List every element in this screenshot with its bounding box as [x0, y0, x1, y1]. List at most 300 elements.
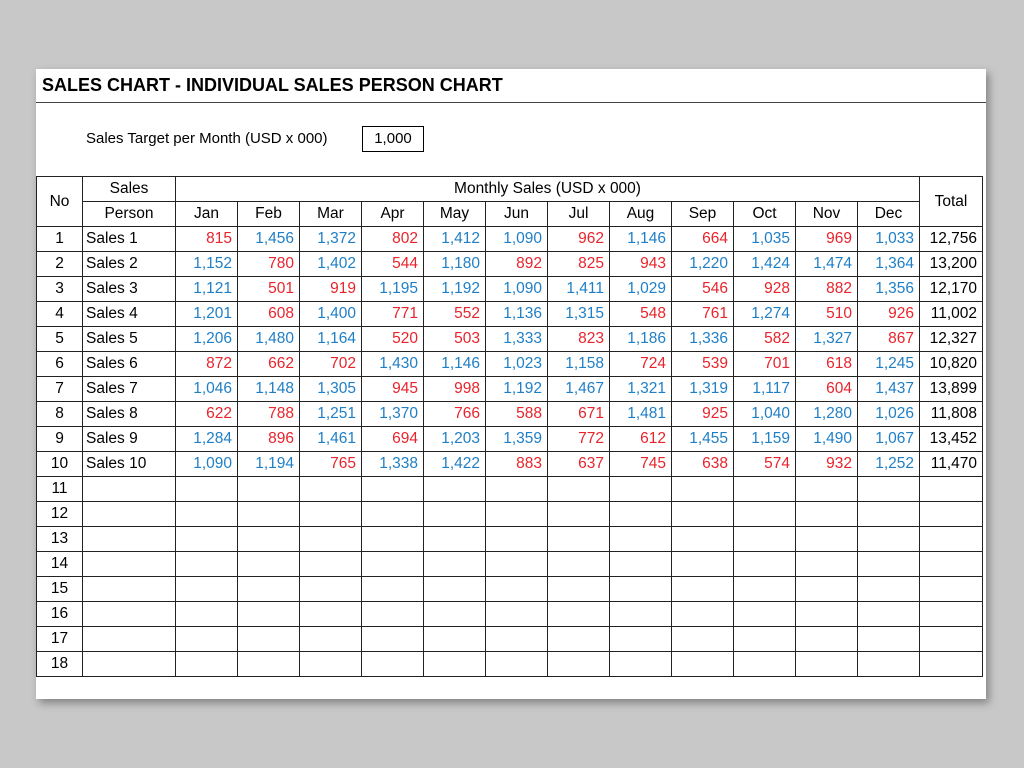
monthly-sales-cell[interactable]: 612: [610, 427, 672, 452]
monthly-sales-cell[interactable]: [176, 652, 238, 677]
header-no[interactable]: No: [37, 177, 83, 227]
header-month-aug[interactable]: Aug: [610, 202, 672, 227]
monthly-sales-cell[interactable]: 761: [672, 302, 734, 327]
monthly-sales-cell[interactable]: [486, 477, 548, 502]
monthly-sales-cell[interactable]: 1,336: [672, 327, 734, 352]
monthly-sales-cell[interactable]: 969: [796, 227, 858, 252]
monthly-sales-cell[interactable]: 1,090: [486, 227, 548, 252]
monthly-sales-cell[interactable]: 1,206: [176, 327, 238, 352]
header-month-dec[interactable]: Dec: [858, 202, 920, 227]
monthly-sales-cell[interactable]: [858, 527, 920, 552]
row-number-cell[interactable]: 1: [37, 227, 83, 252]
monthly-sales-cell[interactable]: [238, 602, 300, 627]
monthly-sales-cell[interactable]: 1,067: [858, 427, 920, 452]
monthly-sales-cell[interactable]: [796, 527, 858, 552]
monthly-sales-cell[interactable]: [610, 552, 672, 577]
total-cell[interactable]: 12,756: [920, 227, 983, 252]
monthly-sales-cell[interactable]: [610, 627, 672, 652]
monthly-sales-cell[interactable]: 1,338: [362, 452, 424, 477]
monthly-sales-cell[interactable]: 815: [176, 227, 238, 252]
monthly-sales-cell[interactable]: 1,430: [362, 352, 424, 377]
monthly-sales-cell[interactable]: 1,364: [858, 252, 920, 277]
monthly-sales-cell[interactable]: [176, 552, 238, 577]
monthly-sales-cell[interactable]: 1,305: [300, 377, 362, 402]
monthly-sales-cell[interactable]: [672, 477, 734, 502]
total-cell[interactable]: [920, 602, 983, 627]
monthly-sales-cell[interactable]: 788: [238, 402, 300, 427]
monthly-sales-cell[interactable]: [424, 602, 486, 627]
header-total[interactable]: Total: [920, 177, 983, 227]
monthly-sales-cell[interactable]: 1,192: [486, 377, 548, 402]
monthly-sales-cell[interactable]: 772: [548, 427, 610, 452]
monthly-sales-cell[interactable]: [424, 552, 486, 577]
monthly-sales-cell[interactable]: 539: [672, 352, 734, 377]
monthly-sales-cell[interactable]: 1,411: [548, 277, 610, 302]
monthly-sales-cell[interactable]: 1,192: [424, 277, 486, 302]
header-month-jan[interactable]: Jan: [176, 202, 238, 227]
total-cell[interactable]: 11,808: [920, 402, 983, 427]
monthly-sales-cell[interactable]: 1,400: [300, 302, 362, 327]
monthly-sales-cell[interactable]: 1,372: [300, 227, 362, 252]
sales-person-cell[interactable]: [83, 627, 176, 652]
header-month-may[interactable]: May: [424, 202, 486, 227]
monthly-sales-cell[interactable]: [548, 502, 610, 527]
monthly-sales-cell[interactable]: [858, 652, 920, 677]
sales-person-cell[interactable]: [83, 502, 176, 527]
monthly-sales-cell[interactable]: 1,356: [858, 277, 920, 302]
monthly-sales-cell[interactable]: 1,422: [424, 452, 486, 477]
monthly-sales-cell[interactable]: 1,159: [734, 427, 796, 452]
table-row: [37, 527, 983, 552]
monthly-sales-cell[interactable]: [486, 552, 548, 577]
monthly-sales-cell[interactable]: 896: [238, 427, 300, 452]
monthly-sales-cell[interactable]: [548, 652, 610, 677]
monthly-sales-cell[interactable]: 1,319: [672, 377, 734, 402]
monthly-sales-cell[interactable]: 1,033: [858, 227, 920, 252]
monthly-sales-cell[interactable]: [486, 502, 548, 527]
monthly-sales-cell[interactable]: 1,158: [548, 352, 610, 377]
sales-person-cell[interactable]: Sales 6: [83, 352, 176, 377]
monthly-sales-cell[interactable]: [238, 502, 300, 527]
monthly-sales-cell[interactable]: 825: [548, 252, 610, 277]
sales-person-cell[interactable]: [83, 577, 176, 602]
monthly-sales-cell[interactable]: 1,461: [300, 427, 362, 452]
row-number-cell[interactable]: 5: [37, 327, 83, 352]
monthly-sales-cell[interactable]: 745: [610, 452, 672, 477]
table-row: [37, 577, 983, 602]
monthly-sales-cell[interactable]: 1,481: [610, 402, 672, 427]
monthly-sales-cell[interactable]: 664: [672, 227, 734, 252]
monthly-sales-cell[interactable]: [734, 652, 796, 677]
monthly-sales-cell[interactable]: [238, 652, 300, 677]
monthly-sales-cell[interactable]: 552: [424, 302, 486, 327]
monthly-sales-cell[interactable]: 548: [610, 302, 672, 327]
total-cell[interactable]: [920, 502, 983, 527]
monthly-sales-cell[interactable]: 1,220: [672, 252, 734, 277]
monthly-sales-cell[interactable]: [176, 577, 238, 602]
total-cell[interactable]: [920, 577, 983, 602]
row-number-cell[interactable]: 11: [37, 477, 83, 502]
monthly-sales-cell[interactable]: 928: [734, 277, 796, 302]
monthly-sales-cell[interactable]: [300, 627, 362, 652]
sales-person-cell[interactable]: [83, 477, 176, 502]
table-row: [37, 277, 983, 302]
monthly-sales-cell[interactable]: [176, 627, 238, 652]
monthly-sales-cell[interactable]: 1,437: [858, 377, 920, 402]
total-cell[interactable]: 11,470: [920, 452, 983, 477]
total-cell[interactable]: 13,452: [920, 427, 983, 452]
monthly-sales-cell[interactable]: 1,121: [176, 277, 238, 302]
monthly-sales-cell[interactable]: [858, 552, 920, 577]
monthly-sales-cell[interactable]: 1,327: [796, 327, 858, 352]
monthly-sales-cell[interactable]: [486, 652, 548, 677]
row-number-cell[interactable]: 8: [37, 402, 83, 427]
monthly-sales-cell[interactable]: [672, 602, 734, 627]
monthly-sales-cell[interactable]: 618: [796, 352, 858, 377]
monthly-sales-cell[interactable]: 604: [796, 377, 858, 402]
monthly-sales-cell[interactable]: 724: [610, 352, 672, 377]
monthly-sales-cell[interactable]: [238, 577, 300, 602]
monthly-sales-cell[interactable]: 1,040: [734, 402, 796, 427]
monthly-sales-cell[interactable]: [362, 552, 424, 577]
monthly-sales-cell[interactable]: [176, 602, 238, 627]
monthly-sales-cell[interactable]: 1,146: [610, 227, 672, 252]
monthly-sales-cell[interactable]: 637: [548, 452, 610, 477]
monthly-sales-cell[interactable]: 780: [238, 252, 300, 277]
monthly-sales-cell[interactable]: [610, 577, 672, 602]
total-cell[interactable]: [920, 477, 983, 502]
monthly-sales-cell[interactable]: [424, 627, 486, 652]
row-number-cell[interactable]: 4: [37, 302, 83, 327]
monthly-sales-cell[interactable]: 701: [734, 352, 796, 377]
header-month-feb[interactable]: Feb: [238, 202, 300, 227]
monthly-sales-cell[interactable]: 1,152: [176, 252, 238, 277]
total-cell[interactable]: 13,899: [920, 377, 983, 402]
sales-person-cell[interactable]: Sales 10: [83, 452, 176, 477]
monthly-sales-cell[interactable]: 1,136: [486, 302, 548, 327]
monthly-sales-cell[interactable]: [858, 577, 920, 602]
monthly-sales-cell[interactable]: [796, 602, 858, 627]
monthly-sales-cell[interactable]: [796, 477, 858, 502]
monthly-sales-cell[interactable]: 1,029: [610, 277, 672, 302]
monthly-sales-cell[interactable]: 1,280: [796, 402, 858, 427]
monthly-sales-cell[interactable]: 702: [300, 352, 362, 377]
row-number-cell[interactable]: 3: [37, 277, 83, 302]
monthly-sales-cell[interactable]: [238, 527, 300, 552]
monthly-sales-cell[interactable]: [734, 502, 796, 527]
monthly-sales-cell[interactable]: 892: [486, 252, 548, 277]
monthly-sales-cell[interactable]: [486, 527, 548, 552]
monthly-sales-cell[interactable]: 582: [734, 327, 796, 352]
monthly-sales-cell[interactable]: 1,090: [176, 452, 238, 477]
row-number-cell[interactable]: 13: [37, 527, 83, 552]
monthly-sales-cell[interactable]: [858, 477, 920, 502]
sales-table: [36, 176, 983, 677]
header-month-apr[interactable]: Apr: [362, 202, 424, 227]
total-cell[interactable]: [920, 627, 983, 652]
monthly-sales-cell[interactable]: 1,424: [734, 252, 796, 277]
monthly-sales-cell[interactable]: 546: [672, 277, 734, 302]
sales-person-cell[interactable]: Sales 4: [83, 302, 176, 327]
monthly-sales-cell[interactable]: 823: [548, 327, 610, 352]
monthly-sales-cell[interactable]: [610, 602, 672, 627]
monthly-sales-cell[interactable]: [362, 627, 424, 652]
monthly-sales-cell[interactable]: [300, 502, 362, 527]
monthly-sales-cell[interactable]: 1,321: [610, 377, 672, 402]
monthly-sales-cell[interactable]: 608: [238, 302, 300, 327]
monthly-sales-cell[interactable]: 544: [362, 252, 424, 277]
monthly-sales-cell[interactable]: 998: [424, 377, 486, 402]
header-month-sep[interactable]: Sep: [672, 202, 734, 227]
monthly-sales-cell[interactable]: [548, 527, 610, 552]
monthly-sales-cell[interactable]: [610, 477, 672, 502]
sales-person-cell[interactable]: [83, 652, 176, 677]
monthly-sales-cell[interactable]: [486, 602, 548, 627]
row-number-cell[interactable]: 7: [37, 377, 83, 402]
monthly-sales-cell[interactable]: 510: [796, 302, 858, 327]
sheet-title: SALES CHART - INDIVIDUAL SALES PERSON CHART: [42, 75, 503, 95]
row-number-cell[interactable]: 18: [37, 652, 83, 677]
monthly-sales-cell[interactable]: [300, 552, 362, 577]
monthly-sales-cell[interactable]: [176, 477, 238, 502]
monthly-sales-cell[interactable]: 1,402: [300, 252, 362, 277]
monthly-sales-cell[interactable]: [610, 652, 672, 677]
row-number-cell[interactable]: 15: [37, 577, 83, 602]
monthly-sales-cell[interactable]: [610, 527, 672, 552]
monthly-sales-cell[interactable]: 501: [238, 277, 300, 302]
monthly-sales-cell[interactable]: [734, 552, 796, 577]
row-number-cell[interactable]: 16: [37, 602, 83, 627]
header-month-jul[interactable]: Jul: [548, 202, 610, 227]
monthly-sales-cell[interactable]: 766: [424, 402, 486, 427]
monthly-sales-cell[interactable]: 1,164: [300, 327, 362, 352]
monthly-sales-cell[interactable]: 872: [176, 352, 238, 377]
monthly-sales-cell[interactable]: 638: [672, 452, 734, 477]
monthly-sales-cell[interactable]: 771: [362, 302, 424, 327]
monthly-sales-cell[interactable]: [734, 527, 796, 552]
monthly-sales-cell[interactable]: 1,026: [858, 402, 920, 427]
monthly-sales-cell[interactable]: [672, 502, 734, 527]
monthly-sales-cell[interactable]: [300, 477, 362, 502]
monthly-sales-cell[interactable]: 1,035: [734, 227, 796, 252]
monthly-sales-cell[interactable]: [610, 502, 672, 527]
monthly-sales-cell[interactable]: [796, 652, 858, 677]
monthly-sales-cell[interactable]: [238, 477, 300, 502]
header-month-mar[interactable]: Mar: [300, 202, 362, 227]
title-divider: [36, 102, 986, 103]
total-cell[interactable]: 12,170: [920, 277, 983, 302]
monthly-sales-cell[interactable]: [734, 602, 796, 627]
table-row: [37, 227, 983, 252]
sales-person-cell[interactable]: Sales 8: [83, 402, 176, 427]
monthly-sales-cell[interactable]: [424, 652, 486, 677]
monthly-sales-cell[interactable]: 1,480: [238, 327, 300, 352]
sales-person-cell[interactable]: Sales 2: [83, 252, 176, 277]
sales-person-cell[interactable]: Sales 3: [83, 277, 176, 302]
monthly-sales-cell[interactable]: [796, 577, 858, 602]
monthly-sales-cell[interactable]: [672, 527, 734, 552]
monthly-sales-cell[interactable]: [796, 552, 858, 577]
monthly-sales-cell[interactable]: [300, 602, 362, 627]
monthly-sales-cell[interactable]: 1,467: [548, 377, 610, 402]
row-number-cell[interactable]: 10: [37, 452, 83, 477]
sales-person-cell[interactable]: [83, 527, 176, 552]
row-number-cell[interactable]: 9: [37, 427, 83, 452]
header-month-oct[interactable]: Oct: [734, 202, 796, 227]
total-cell[interactable]: 11,002: [920, 302, 983, 327]
monthly-sales-cell[interactable]: 1,370: [362, 402, 424, 427]
monthly-sales-cell[interactable]: [486, 627, 548, 652]
monthly-sales-cell[interactable]: [362, 477, 424, 502]
monthly-sales-cell[interactable]: 1,023: [486, 352, 548, 377]
monthly-sales-cell[interactable]: 1,456: [238, 227, 300, 252]
monthly-sales-cell[interactable]: [734, 627, 796, 652]
monthly-sales-cell[interactable]: 943: [610, 252, 672, 277]
header-month-nov[interactable]: Nov: [796, 202, 858, 227]
monthly-sales-cell[interactable]: 932: [796, 452, 858, 477]
monthly-sales-cell[interactable]: 802: [362, 227, 424, 252]
monthly-sales-cell[interactable]: [672, 552, 734, 577]
row-number-cell[interactable]: 12: [37, 502, 83, 527]
monthly-sales-cell[interactable]: 883: [486, 452, 548, 477]
monthly-sales-cell[interactable]: 867: [858, 327, 920, 352]
header-monthly-sales[interactable]: Monthly Sales (USD x 000): [176, 177, 920, 202]
header-person[interactable]: Person: [83, 202, 176, 227]
monthly-sales-cell[interactable]: 1,194: [238, 452, 300, 477]
monthly-sales-cell[interactable]: 1,146: [424, 352, 486, 377]
monthly-sales-cell[interactable]: 945: [362, 377, 424, 402]
total-cell[interactable]: [920, 527, 983, 552]
monthly-sales-cell[interactable]: 1,203: [424, 427, 486, 452]
monthly-sales-cell[interactable]: 1,455: [672, 427, 734, 452]
monthly-sales-cell[interactable]: 1,412: [424, 227, 486, 252]
monthly-sales-cell[interactable]: 622: [176, 402, 238, 427]
monthly-sales-cell[interactable]: 1,201: [176, 302, 238, 327]
monthly-sales-cell[interactable]: [424, 527, 486, 552]
monthly-sales-cell[interactable]: 1,274: [734, 302, 796, 327]
sales-person-cell[interactable]: Sales 1: [83, 227, 176, 252]
monthly-sales-cell[interactable]: 1,180: [424, 252, 486, 277]
monthly-sales-cell[interactable]: 520: [362, 327, 424, 352]
sales-person-cell[interactable]: Sales 9: [83, 427, 176, 452]
monthly-sales-cell[interactable]: 662: [238, 352, 300, 377]
monthly-sales-cell[interactable]: 1,148: [238, 377, 300, 402]
monthly-sales-cell[interactable]: 1,474: [796, 252, 858, 277]
monthly-sales-cell[interactable]: [858, 602, 920, 627]
monthly-sales-cell[interactable]: [734, 577, 796, 602]
monthly-sales-cell[interactable]: [238, 552, 300, 577]
monthly-sales-cell[interactable]: 1,090: [486, 277, 548, 302]
monthly-sales-cell[interactable]: [238, 627, 300, 652]
header-month-jun[interactable]: Jun: [486, 202, 548, 227]
monthly-sales-cell[interactable]: [300, 527, 362, 552]
sales-person-cell[interactable]: [83, 552, 176, 577]
table-row: [37, 552, 983, 577]
monthly-sales-cell[interactable]: 1,046: [176, 377, 238, 402]
monthly-sales-cell[interactable]: 1,117: [734, 377, 796, 402]
total-cell[interactable]: [920, 652, 983, 677]
monthly-sales-cell[interactable]: 926: [858, 302, 920, 327]
monthly-sales-cell[interactable]: [424, 577, 486, 602]
monthly-sales-cell[interactable]: 694: [362, 427, 424, 452]
monthly-sales-cell[interactable]: [548, 577, 610, 602]
monthly-sales-cell[interactable]: 1,490: [796, 427, 858, 452]
monthly-sales-cell[interactable]: [176, 527, 238, 552]
monthly-sales-cell[interactable]: [362, 527, 424, 552]
table-row: [37, 652, 983, 677]
sales-person-cell[interactable]: [83, 602, 176, 627]
row-number-cell[interactable]: 2: [37, 252, 83, 277]
row-number-cell[interactable]: 6: [37, 352, 83, 377]
monthly-sales-cell[interactable]: 1,186: [610, 327, 672, 352]
sales-person-cell[interactable]: Sales 7: [83, 377, 176, 402]
monthly-sales-cell[interactable]: [176, 502, 238, 527]
monthly-sales-cell[interactable]: [672, 577, 734, 602]
monthly-sales-cell[interactable]: 1,333: [486, 327, 548, 352]
table-row: [37, 602, 983, 627]
header-sales[interactable]: Sales: [83, 177, 176, 202]
monthly-sales-cell[interactable]: [362, 652, 424, 677]
table-row: [37, 627, 983, 652]
monthly-sales-cell[interactable]: [486, 577, 548, 602]
monthly-sales-cell[interactable]: [796, 502, 858, 527]
monthly-sales-cell[interactable]: [858, 627, 920, 652]
sales-target-input[interactable]: 1,000: [362, 126, 424, 152]
monthly-sales-cell[interactable]: [548, 552, 610, 577]
sales-person-cell[interactable]: Sales 5: [83, 327, 176, 352]
monthly-sales-cell[interactable]: 1,359: [486, 427, 548, 452]
monthly-sales-cell[interactable]: 1,245: [858, 352, 920, 377]
monthly-sales-cell[interactable]: [362, 577, 424, 602]
monthly-sales-cell[interactable]: [548, 477, 610, 502]
monthly-sales-cell[interactable]: 1,195: [362, 277, 424, 302]
monthly-sales-cell[interactable]: 925: [672, 402, 734, 427]
monthly-sales-cell[interactable]: [300, 577, 362, 602]
monthly-sales-cell[interactable]: 671: [548, 402, 610, 427]
monthly-sales-cell[interactable]: [734, 477, 796, 502]
total-cell[interactable]: [920, 552, 983, 577]
monthly-sales-cell[interactable]: [362, 502, 424, 527]
total-cell[interactable]: 12,327: [920, 327, 983, 352]
monthly-sales-cell[interactable]: [300, 652, 362, 677]
monthly-sales-cell[interactable]: 1,251: [300, 402, 362, 427]
monthly-sales-cell[interactable]: 919: [300, 277, 362, 302]
monthly-sales-cell[interactable]: 1,284: [176, 427, 238, 452]
monthly-sales-cell[interactable]: 765: [300, 452, 362, 477]
total-cell[interactable]: 13,200: [920, 252, 983, 277]
monthly-sales-cell[interactable]: 574: [734, 452, 796, 477]
monthly-sales-cell[interactable]: [796, 627, 858, 652]
row-number-cell[interactable]: 14: [37, 552, 83, 577]
monthly-sales-cell[interactable]: [548, 602, 610, 627]
table-row: [37, 452, 983, 477]
monthly-sales-cell[interactable]: [424, 477, 486, 502]
monthly-sales-cell[interactable]: [362, 602, 424, 627]
monthly-sales-cell[interactable]: 503: [424, 327, 486, 352]
monthly-sales-cell[interactable]: [548, 627, 610, 652]
row-number-cell[interactable]: 17: [37, 627, 83, 652]
monthly-sales-cell[interactable]: 1,315: [548, 302, 610, 327]
monthly-sales-cell[interactable]: 1,252: [858, 452, 920, 477]
monthly-sales-cell[interactable]: [424, 502, 486, 527]
monthly-sales-cell[interactable]: [672, 627, 734, 652]
monthly-sales-cell[interactable]: [858, 502, 920, 527]
monthly-sales-cell[interactable]: 588: [486, 402, 548, 427]
monthly-sales-cell[interactable]: 882: [796, 277, 858, 302]
total-cell[interactable]: 10,820: [920, 352, 983, 377]
monthly-sales-cell[interactable]: [672, 652, 734, 677]
monthly-sales-cell[interactable]: 962: [548, 227, 610, 252]
